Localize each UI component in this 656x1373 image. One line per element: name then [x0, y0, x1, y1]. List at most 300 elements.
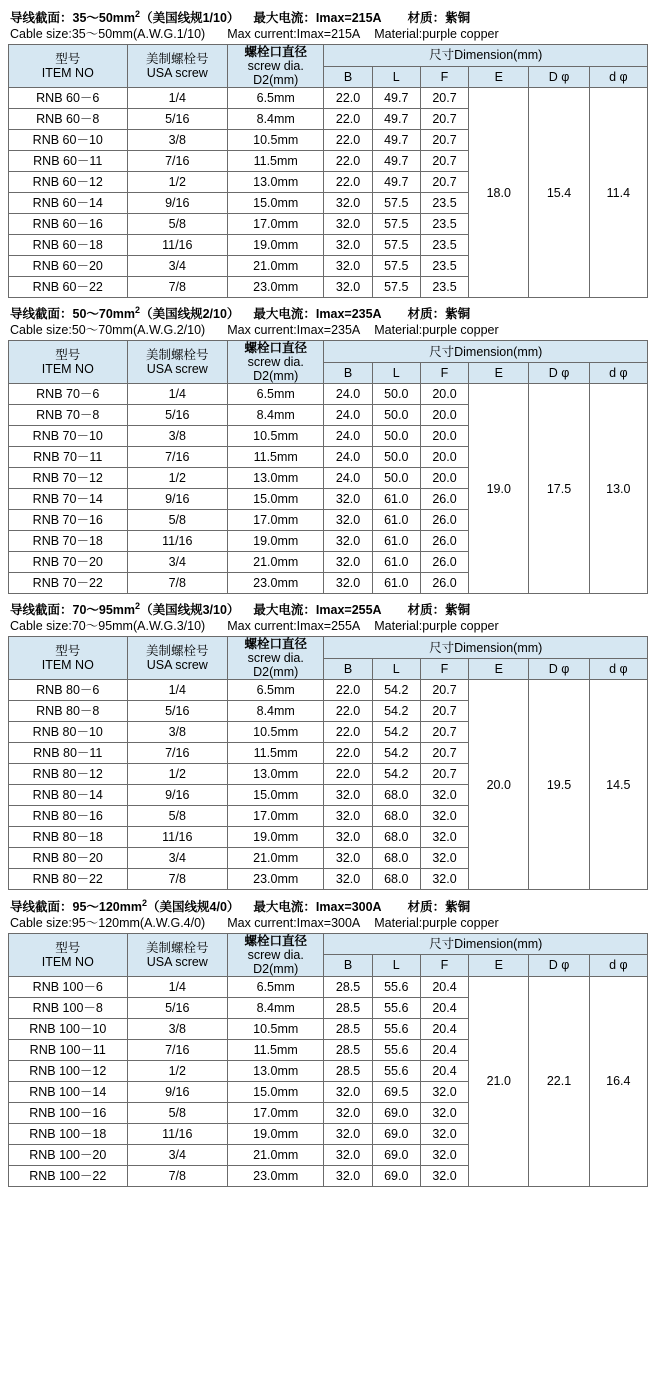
caption-sup: 2	[142, 897, 148, 908]
col-header-e: E	[469, 66, 529, 88]
cell-b: 24.0	[324, 426, 372, 447]
cell-f: 20.7	[420, 764, 468, 785]
cell-f: 32.0	[420, 806, 468, 827]
col-header-dia: 螺栓口直径 screw dia. D2(mm)	[228, 933, 324, 976]
col-header-d-phi: D φ	[529, 658, 589, 680]
caption-cable-size-cn: 导线截面：95～120mm	[10, 899, 142, 914]
cell-screw: 3/4	[127, 1144, 227, 1165]
cell-b: 22.0	[324, 701, 372, 722]
cell-l: 55.6	[372, 1018, 420, 1039]
col-header-screw: 美制螺栓号 USA screw	[127, 637, 227, 680]
cell-dia: 10.5mm	[228, 426, 324, 447]
cell-l: 69.5	[372, 1081, 420, 1102]
cell-model: RNB 70－8	[9, 405, 128, 426]
cell-screw: 7/8	[127, 277, 227, 298]
cell-screw: 7/16	[127, 1039, 227, 1060]
cell-e-merged: 18.0	[469, 88, 529, 298]
cell-f: 32.0	[420, 785, 468, 806]
cell-model: RNB 70－18	[9, 531, 128, 552]
cell-f: 32.0	[420, 869, 468, 890]
caption-cable-size-en: Cable size:35～50mm(A.W.G.1/10)	[10, 27, 206, 42]
col-header-screw: 美制螺栓号 USA screw	[127, 341, 227, 384]
caption-cable-size-cn: 导线截面：70～95mm	[10, 603, 136, 618]
cell-b: 32.0	[324, 806, 372, 827]
spec-block	[8, 894, 648, 1186]
cell-screw: 5/16	[127, 701, 227, 722]
cell-dia: 6.5mm	[228, 88, 324, 109]
cell-l: 54.2	[372, 764, 420, 785]
caption-current-cn: 最大电流：Imax=235A	[253, 307, 382, 322]
cell-dia: 8.4mm	[228, 405, 324, 426]
cell-f: 23.5	[420, 214, 468, 235]
caption-material-cn: 材质：紫铜	[407, 307, 471, 322]
cell-screw: 7/8	[127, 1165, 227, 1186]
col-header-dimension: 尺寸Dimension(mm)	[324, 341, 648, 363]
col-header-e: E	[469, 955, 529, 977]
cell-model: RNB 70－16	[9, 510, 128, 531]
cell-l: 55.6	[372, 1060, 420, 1081]
spec-table	[8, 340, 648, 594]
cell-f: 20.4	[420, 1039, 468, 1060]
cell-dia: 15.0mm	[228, 489, 324, 510]
cell-l: 61.0	[372, 573, 420, 594]
spec-block	[8, 6, 648, 298]
cell-b: 22.0	[324, 130, 372, 151]
caption-awg-cn: （美国线规1/10）	[140, 11, 240, 26]
cell-l: 49.7	[372, 172, 420, 193]
caption-material-en: Material:purple copper	[374, 27, 499, 42]
cell-b: 32.0	[324, 1123, 372, 1144]
caption-current-en: Max current:Imax=235A	[227, 323, 361, 338]
cell-b: 32.0	[324, 573, 372, 594]
cell-l: 57.5	[372, 193, 420, 214]
cell-model: RNB 80－11	[9, 743, 128, 764]
cell-l: 61.0	[372, 510, 420, 531]
col-header-dia: 螺栓口直径 screw dia. D2(mm)	[228, 341, 324, 384]
cell-f: 23.5	[420, 193, 468, 214]
cell-dia: 21.0mm	[228, 552, 324, 573]
spec-table	[8, 44, 648, 298]
cell-model: RNB 60－18	[9, 235, 128, 256]
cell-model: RNB 60－11	[9, 151, 128, 172]
cell-model: RNB 60－16	[9, 214, 128, 235]
cell-l: 69.0	[372, 1123, 420, 1144]
cell-f: 26.0	[420, 489, 468, 510]
cell-l: 68.0	[372, 869, 420, 890]
cell-model: RNB 70－11	[9, 447, 128, 468]
cell-l: 68.0	[372, 848, 420, 869]
cell-model: RNB 80－22	[9, 869, 128, 890]
cell-model: RNB 80－20	[9, 848, 128, 869]
cell-b: 32.0	[324, 1165, 372, 1186]
col-header-dd-phi: d φ	[589, 66, 647, 88]
cell-d-merged: 22.1	[529, 976, 589, 1186]
cell-model: RNB 70－12	[9, 468, 128, 489]
cell-model: RNB 70－10	[9, 426, 128, 447]
cell-e-merged: 20.0	[469, 680, 529, 890]
cell-dia: 19.0mm	[228, 1123, 324, 1144]
cell-model: RNB 100－10	[9, 1018, 128, 1039]
cell-dia: 17.0mm	[228, 510, 324, 531]
cell-b: 22.0	[324, 764, 372, 785]
cell-dia: 21.0mm	[228, 1144, 324, 1165]
cell-screw: 11/16	[127, 1123, 227, 1144]
cell-b: 22.0	[324, 722, 372, 743]
cell-l: 50.0	[372, 468, 420, 489]
cell-screw: 1/4	[127, 680, 227, 701]
cell-l: 68.0	[372, 827, 420, 848]
cell-dia: 21.0mm	[228, 256, 324, 277]
cell-model: RNB 70－14	[9, 489, 128, 510]
cell-l: 54.2	[372, 701, 420, 722]
cell-dia: 21.0mm	[228, 848, 324, 869]
caption-cable-size-cn: 导线截面：35～50mm	[10, 11, 136, 26]
cell-screw: 3/8	[127, 426, 227, 447]
cell-model: RNB 100－14	[9, 1081, 128, 1102]
cell-screw: 11/16	[127, 827, 227, 848]
cell-e-merged: 19.0	[469, 384, 529, 594]
cell-model: RNB 60－22	[9, 277, 128, 298]
cell-screw: 5/8	[127, 1102, 227, 1123]
cell-b: 22.0	[324, 680, 372, 701]
cell-f: 32.0	[420, 827, 468, 848]
cell-l: 57.5	[372, 256, 420, 277]
cell-model: RNB 100－18	[9, 1123, 128, 1144]
col-header-f: F	[420, 66, 468, 88]
cell-b: 32.0	[324, 489, 372, 510]
cell-model: RNB 100－20	[9, 1144, 128, 1165]
cell-dia: 23.0mm	[228, 1165, 324, 1186]
col-header-dd-phi: d φ	[589, 362, 647, 384]
cell-f: 20.0	[420, 426, 468, 447]
cell-f: 32.0	[420, 1102, 468, 1123]
cell-dia: 6.5mm	[228, 384, 324, 405]
cell-l: 50.0	[372, 405, 420, 426]
col-header-dia: 螺栓口直径 screw dia. D2(mm)	[228, 637, 324, 680]
col-header-l: L	[372, 658, 420, 680]
cell-screw: 5/16	[127, 405, 227, 426]
cell-dia: 13.0mm	[228, 468, 324, 489]
caption-material-cn: 材质：紫铜	[407, 899, 471, 914]
block-caption-en	[8, 26, 648, 42]
cell-b: 32.0	[324, 1102, 372, 1123]
cell-dia: 10.5mm	[228, 1018, 324, 1039]
cell-dia: 8.4mm	[228, 109, 324, 130]
cell-screw: 9/16	[127, 1081, 227, 1102]
cell-model: RNB 80－10	[9, 722, 128, 743]
cell-screw: 3/4	[127, 848, 227, 869]
cell-b: 32.0	[324, 1081, 372, 1102]
cell-f: 20.7	[420, 743, 468, 764]
cell-b: 24.0	[324, 447, 372, 468]
cell-f: 20.4	[420, 1060, 468, 1081]
cell-model: RNB 80－16	[9, 806, 128, 827]
caption-material-cn: 材质：紫铜	[407, 603, 471, 618]
cell-screw: 5/8	[127, 214, 227, 235]
cell-b: 28.5	[324, 997, 372, 1018]
cell-b: 32.0	[324, 531, 372, 552]
col-header-model: 型号 ITEM NO	[9, 637, 128, 680]
block-caption-en	[8, 322, 648, 338]
caption-awg-cn: （美国线规4/0）	[147, 899, 240, 914]
cell-screw: 11/16	[127, 531, 227, 552]
caption-current-cn: 最大电流：Imax=300A	[253, 899, 382, 914]
caption-cable-size-en: Cable size:50～70mm(A.W.G.2/10)	[10, 323, 206, 338]
cell-f: 20.7	[420, 151, 468, 172]
col-header-f: F	[420, 658, 468, 680]
cell-model: RNB 60－8	[9, 109, 128, 130]
cell-screw: 1/4	[127, 976, 227, 997]
cell-model: RNB 60－12	[9, 172, 128, 193]
cell-d-merged: 15.4	[529, 88, 589, 298]
cell-model: RNB 80－14	[9, 785, 128, 806]
cell-dia: 6.5mm	[228, 976, 324, 997]
col-header-l: L	[372, 955, 420, 977]
spec-block	[8, 302, 648, 594]
cell-model: RNB 100－6	[9, 976, 128, 997]
cell-dia: 11.5mm	[228, 447, 324, 468]
cell-f: 26.0	[420, 552, 468, 573]
cell-b: 32.0	[324, 510, 372, 531]
cell-screw: 5/16	[127, 997, 227, 1018]
cell-screw: 3/8	[127, 1018, 227, 1039]
caption-material-cn: 材质：紫铜	[407, 11, 471, 26]
caption-current-cn: 最大电流：Imax=215A	[253, 11, 382, 26]
col-header-b: B	[324, 362, 372, 384]
cell-f: 20.7	[420, 172, 468, 193]
cell-model: RNB 100－22	[9, 1165, 128, 1186]
caption-current-en: Max current:Imax=300A	[227, 915, 361, 930]
cell-l: 68.0	[372, 785, 420, 806]
cell-f: 32.0	[420, 1123, 468, 1144]
cell-screw: 9/16	[127, 785, 227, 806]
cell-f: 23.5	[420, 256, 468, 277]
cell-e-merged: 21.0	[469, 976, 529, 1186]
cell-f: 26.0	[420, 510, 468, 531]
cell-b: 28.5	[324, 1018, 372, 1039]
cell-l: 55.6	[372, 997, 420, 1018]
cell-screw: 3/8	[127, 722, 227, 743]
caption-sup: 2	[135, 601, 141, 612]
cell-model: RNB 100－8	[9, 997, 128, 1018]
col-header-dimension: 尺寸Dimension(mm)	[324, 637, 648, 659]
cell-model: RNB 60－20	[9, 256, 128, 277]
cell-f: 20.0	[420, 447, 468, 468]
cell-screw: 9/16	[127, 193, 227, 214]
col-header-dd-phi: d φ	[589, 658, 647, 680]
cell-model: RNB 100－16	[9, 1102, 128, 1123]
cell-b: 28.5	[324, 1039, 372, 1060]
cell-model: RNB 70－20	[9, 552, 128, 573]
cell-dia: 13.0mm	[228, 172, 324, 193]
cell-b: 32.0	[324, 552, 372, 573]
cell-dia: 11.5mm	[228, 151, 324, 172]
caption-current-en: Max current:Imax=215A	[227, 27, 361, 42]
table-row	[9, 976, 648, 997]
block-caption-en	[8, 915, 648, 931]
cell-screw: 1/2	[127, 172, 227, 193]
cell-l: 54.2	[372, 722, 420, 743]
cell-dia: 19.0mm	[228, 531, 324, 552]
cell-screw: 7/16	[127, 743, 227, 764]
col-header-model: 型号 ITEM NO	[9, 341, 128, 384]
cell-l: 57.5	[372, 235, 420, 256]
cell-f: 20.4	[420, 1018, 468, 1039]
cell-dia: 17.0mm	[228, 1102, 324, 1123]
cell-b: 22.0	[324, 88, 372, 109]
cell-screw: 5/16	[127, 109, 227, 130]
cell-dia: 17.0mm	[228, 806, 324, 827]
cell-b: 32.0	[324, 869, 372, 890]
cell-dd-merged: 11.4	[589, 88, 647, 298]
col-header-f: F	[420, 362, 468, 384]
cell-f: 32.0	[420, 848, 468, 869]
col-header-d-phi: D φ	[529, 66, 589, 88]
cell-f: 23.5	[420, 277, 468, 298]
table-row	[9, 680, 648, 701]
cell-dd-merged: 13.0	[589, 384, 647, 594]
spec-table	[8, 636, 648, 890]
cell-f: 20.4	[420, 997, 468, 1018]
cell-f: 32.0	[420, 1081, 468, 1102]
cell-l: 50.0	[372, 426, 420, 447]
cell-dd-merged: 14.5	[589, 680, 647, 890]
cell-l: 55.6	[372, 976, 420, 997]
col-header-l: L	[372, 362, 420, 384]
col-header-b: B	[324, 658, 372, 680]
cell-f: 26.0	[420, 573, 468, 594]
col-header-dia: 螺栓口直径 screw dia. D2(mm)	[228, 45, 324, 88]
cell-l: 49.7	[372, 151, 420, 172]
cell-screw: 5/8	[127, 806, 227, 827]
cell-screw: 1/2	[127, 1060, 227, 1081]
cell-l: 69.0	[372, 1144, 420, 1165]
col-header-d-phi: D φ	[529, 955, 589, 977]
cell-f: 20.7	[420, 88, 468, 109]
col-header-dd-phi: d φ	[589, 955, 647, 977]
cell-b: 32.0	[324, 827, 372, 848]
cell-screw: 3/4	[127, 256, 227, 277]
cell-model: RNB 80－18	[9, 827, 128, 848]
cell-l: 50.0	[372, 384, 420, 405]
cell-screw: 11/16	[127, 235, 227, 256]
cell-l: 54.2	[372, 743, 420, 764]
cell-f: 20.0	[420, 384, 468, 405]
col-header-screw: 美制螺栓号 USA screw	[127, 933, 227, 976]
block-caption-cn	[8, 302, 648, 322]
spec-table	[8, 933, 648, 1187]
cell-l: 49.7	[372, 88, 420, 109]
cell-model: RNB 60－14	[9, 193, 128, 214]
cell-b: 32.0	[324, 848, 372, 869]
cell-l: 54.2	[372, 680, 420, 701]
cell-b: 32.0	[324, 256, 372, 277]
cell-b: 22.0	[324, 109, 372, 130]
cell-dia: 19.0mm	[228, 827, 324, 848]
cell-b: 32.0	[324, 193, 372, 214]
cell-f: 20.0	[420, 405, 468, 426]
cell-screw: 9/16	[127, 489, 227, 510]
col-header-d-phi: D φ	[529, 362, 589, 384]
cell-model: RNB 60－6	[9, 88, 128, 109]
table-row	[9, 88, 648, 109]
cell-b: 22.0	[324, 151, 372, 172]
spec-block	[8, 598, 648, 890]
cell-dia: 23.0mm	[228, 573, 324, 594]
col-header-f: F	[420, 955, 468, 977]
cell-l: 49.7	[372, 130, 420, 151]
cell-l: 61.0	[372, 489, 420, 510]
cell-f: 20.7	[420, 701, 468, 722]
block-caption-cn	[8, 6, 648, 26]
cell-model: RNB 70－6	[9, 384, 128, 405]
col-header-model: 型号 ITEM NO	[9, 45, 128, 88]
caption-current-en: Max current:Imax=255A	[227, 619, 361, 634]
caption-awg-cn: （美国线规3/10）	[140, 603, 240, 618]
cell-screw: 7/8	[127, 869, 227, 890]
caption-current-cn: 最大电流：Imax=255A	[253, 603, 382, 618]
cell-dia: 8.4mm	[228, 701, 324, 722]
cell-model: RNB 100－12	[9, 1060, 128, 1081]
block-caption-cn	[8, 894, 648, 914]
cell-f: 20.7	[420, 130, 468, 151]
cell-model: RNB 80－6	[9, 680, 128, 701]
cell-l: 69.0	[372, 1165, 420, 1186]
cell-l: 57.5	[372, 214, 420, 235]
cell-f: 20.7	[420, 722, 468, 743]
cell-model: RNB 80－8	[9, 701, 128, 722]
cell-f: 20.4	[420, 976, 468, 997]
cell-b: 22.0	[324, 743, 372, 764]
cell-dia: 23.0mm	[228, 869, 324, 890]
cell-f: 20.7	[420, 109, 468, 130]
cell-b: 32.0	[324, 277, 372, 298]
cell-dia: 15.0mm	[228, 1081, 324, 1102]
cell-screw: 7/16	[127, 151, 227, 172]
cell-dia: 15.0mm	[228, 193, 324, 214]
caption-awg-cn: （美国线规2/10）	[140, 307, 240, 322]
col-header-l: L	[372, 66, 420, 88]
cell-dia: 19.0mm	[228, 235, 324, 256]
cell-dia: 23.0mm	[228, 277, 324, 298]
cell-dia: 13.0mm	[228, 764, 324, 785]
cell-f: 32.0	[420, 1144, 468, 1165]
caption-cable-size-en: Cable size:95～120mm(A.W.G.4/0)	[10, 915, 206, 930]
cell-b: 28.5	[324, 976, 372, 997]
cell-l: 61.0	[372, 552, 420, 573]
col-header-e: E	[469, 362, 529, 384]
cell-screw: 3/4	[127, 552, 227, 573]
cell-screw: 7/8	[127, 573, 227, 594]
cell-screw: 1/2	[127, 764, 227, 785]
cell-dia: 8.4mm	[228, 997, 324, 1018]
cell-screw: 1/2	[127, 468, 227, 489]
cell-dia: 10.5mm	[228, 722, 324, 743]
col-header-model: 型号 ITEM NO	[9, 933, 128, 976]
cell-l: 49.7	[372, 109, 420, 130]
cell-b: 32.0	[324, 214, 372, 235]
col-header-e: E	[469, 658, 529, 680]
cell-model: RNB 60－10	[9, 130, 128, 151]
cell-b: 22.0	[324, 172, 372, 193]
caption-cable-size-en: Cable size:70～95mm(A.W.G.3/10)	[10, 619, 206, 634]
col-header-dimension: 尺寸Dimension(mm)	[324, 933, 648, 955]
cell-dia: 10.5mm	[228, 130, 324, 151]
col-header-dimension: 尺寸Dimension(mm)	[324, 45, 648, 67]
cell-l: 50.0	[372, 447, 420, 468]
caption-material-en: Material:purple copper	[374, 619, 499, 634]
cell-dia: 15.0mm	[228, 785, 324, 806]
